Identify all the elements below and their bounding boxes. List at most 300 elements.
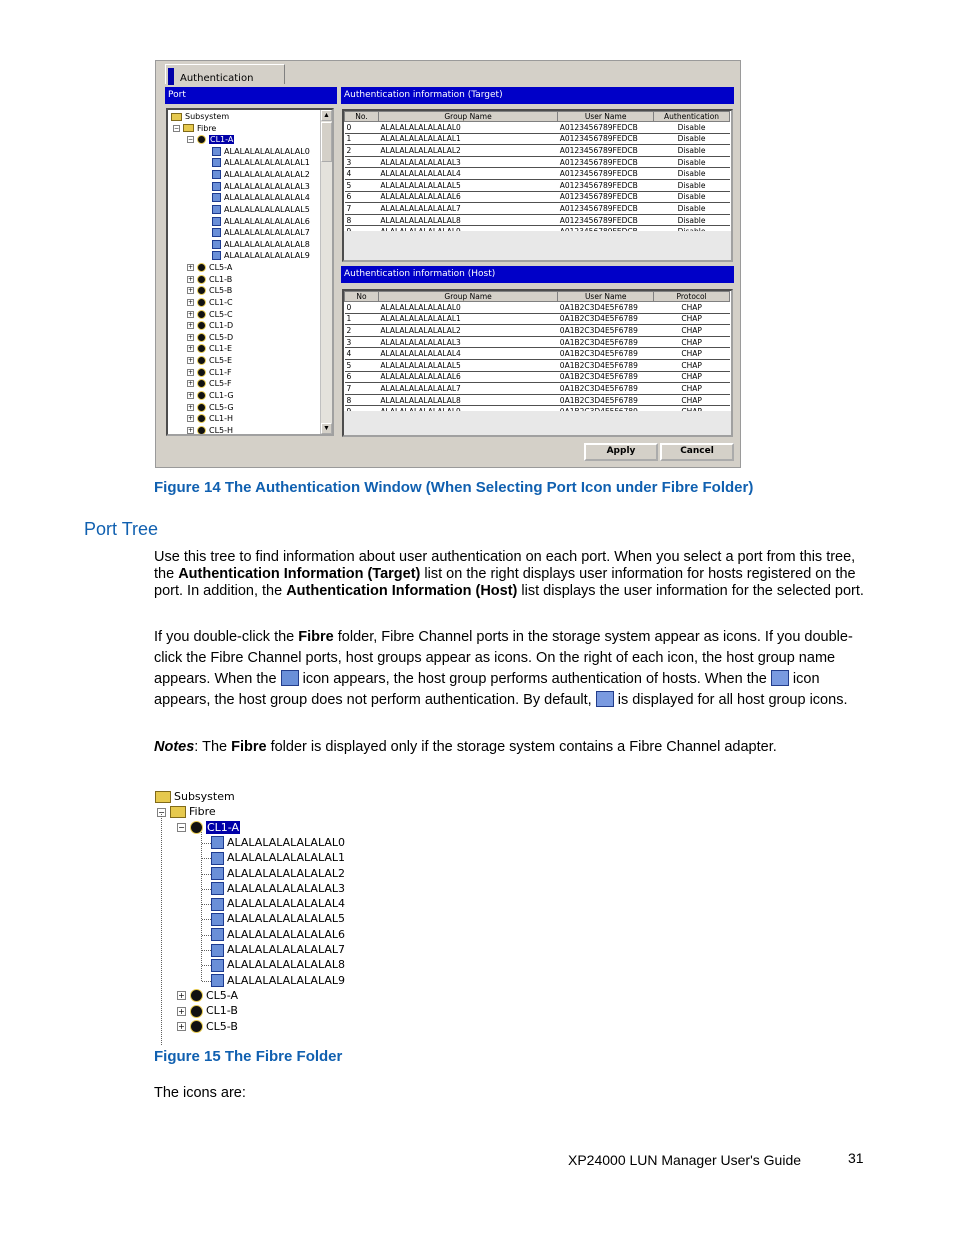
tree-connector-line bbox=[202, 935, 211, 936]
tree-node-label: ALALALALALALALAL8 bbox=[224, 239, 310, 249]
target-column-header[interactable]: Authentication bbox=[654, 112, 730, 122]
table-row[interactable] bbox=[345, 168, 730, 180]
tree-node-port[interactable] bbox=[187, 343, 232, 355]
scroll-thumb[interactable] bbox=[321, 122, 332, 162]
tree-node-label: CL1-F bbox=[209, 367, 232, 377]
host-cell: 0A1B2C3D4E5F6789 bbox=[558, 359, 654, 371]
tree-node-subsystem[interactable] bbox=[171, 111, 229, 123]
target-cell: 2 bbox=[345, 145, 379, 157]
target-cell: Disable bbox=[654, 133, 730, 145]
p2-text-2: folder, Fibre Channel ports in the storage system appear as icons. If you double-click the Fibre Channel ports, host groups appear as icons. On the right of each icon, the host group name appears. When the bbox=[154, 629, 853, 687]
host-column-header[interactable]: Group Name bbox=[378, 292, 557, 302]
tree-node-host-group[interactable] bbox=[211, 912, 345, 926]
table-row[interactable] bbox=[345, 156, 730, 168]
port-icon bbox=[197, 135, 206, 144]
tree-node-host-group[interactable] bbox=[211, 882, 345, 896]
tree-node-label: CL1-E bbox=[209, 344, 233, 354]
paragraph-3 bbox=[154, 739, 864, 756]
port-icon bbox=[197, 391, 206, 400]
host-group-icon bbox=[212, 193, 221, 202]
target-cell: ALALALALALALALAL7 bbox=[378, 203, 557, 215]
host-cell: ALALALALALALALAL7 bbox=[378, 383, 557, 395]
tree-node-label: ALALALALALALALAL4 bbox=[227, 897, 345, 911]
tree-connector-line bbox=[202, 965, 211, 966]
host-cell: CHAP bbox=[654, 336, 730, 348]
tree-node-port[interactable] bbox=[177, 821, 240, 835]
host-group-icon bbox=[212, 147, 221, 156]
tree-node-port[interactable] bbox=[187, 332, 233, 344]
expand-toggle-icon[interactable]: + bbox=[178, 1022, 185, 1031]
p3-text-1: : The bbox=[194, 739, 232, 755]
port-icon bbox=[197, 310, 206, 319]
tree-node-fibre[interactable] bbox=[157, 805, 216, 819]
target-cell: 6 bbox=[345, 191, 379, 203]
tree-node-port[interactable] bbox=[187, 134, 234, 146]
target-cell: 0 bbox=[345, 122, 379, 134]
host-cell: CHAP bbox=[654, 371, 730, 383]
tree-connector-line bbox=[202, 858, 211, 859]
host-group-icon bbox=[212, 240, 221, 249]
target-cell: Disable bbox=[654, 214, 730, 226]
folder-icon bbox=[155, 791, 171, 803]
tree-node-label: CL5-C bbox=[209, 309, 233, 319]
tree-node-port[interactable] bbox=[187, 285, 232, 297]
host-cell: ALALALALALALALAL4 bbox=[378, 348, 557, 360]
host-group-icon bbox=[212, 182, 221, 191]
tree-node-label: ALALALALALALALAL6 bbox=[224, 216, 310, 226]
tree-node-label: CL1-H bbox=[209, 414, 234, 424]
expand-toggle-icon[interactable]: + bbox=[188, 357, 194, 365]
host-group-icon bbox=[212, 217, 221, 226]
tree-connector-line bbox=[202, 874, 211, 875]
host-cell: 0A1B2C3D4E5F6789 bbox=[558, 394, 654, 406]
tree-node-port[interactable] bbox=[187, 367, 232, 379]
host-cell: CHAP bbox=[654, 313, 730, 325]
tree-node-label: CL5-F bbox=[209, 379, 232, 389]
authentication-window bbox=[155, 60, 741, 468]
host-cell: 0A1B2C3D4E5F6789 bbox=[558, 336, 654, 348]
tree-node-host-group[interactable] bbox=[211, 897, 345, 911]
tree-node-port[interactable] bbox=[187, 390, 234, 402]
target-cell: ALALALALALALALAL6 bbox=[378, 191, 557, 203]
table-row[interactable] bbox=[345, 313, 730, 325]
expand-toggle-icon[interactable]: + bbox=[188, 264, 194, 272]
p2-text-5: is displayed for all host group icons. bbox=[613, 692, 848, 708]
expand-toggle-icon[interactable]: + bbox=[188, 368, 194, 376]
table-row[interactable] bbox=[345, 122, 730, 134]
host-cell: 0A1B2C3D4E5F6789 bbox=[558, 325, 654, 337]
target-cell: ALALALALALALALAL4 bbox=[378, 168, 557, 180]
host-group-icon bbox=[211, 867, 224, 880]
target-cell: Disable bbox=[654, 145, 730, 157]
target-cell: ALALALALALALALAL3 bbox=[378, 156, 557, 168]
host-group-icon bbox=[771, 670, 789, 686]
expand-toggle-icon[interactable]: + bbox=[188, 415, 194, 423]
tree-connector-line bbox=[202, 919, 211, 920]
host-group-icon bbox=[211, 898, 224, 911]
table-row[interactable] bbox=[345, 394, 730, 406]
host-cell: 3 bbox=[345, 336, 379, 348]
host-group-icon bbox=[212, 170, 221, 179]
target-cell: Disable bbox=[654, 156, 730, 168]
tree-node-host-group[interactable] bbox=[211, 867, 345, 881]
section-title: Port Tree bbox=[84, 519, 159, 539]
target-cell: Disable bbox=[654, 191, 730, 203]
tree-node-host-group[interactable] bbox=[212, 146, 310, 158]
host-table-box bbox=[342, 289, 733, 437]
tab-title: Authentication bbox=[180, 73, 254, 84]
p3-text-2: folder is displayed only if the storage system contains a Fibre Channel adapter. bbox=[266, 739, 777, 755]
apply-button[interactable]: Apply bbox=[584, 443, 658, 461]
tree-node-port[interactable] bbox=[177, 1020, 238, 1034]
host-cell: CHAP bbox=[654, 394, 730, 406]
host-group-icon bbox=[211, 944, 224, 957]
p2-text-3: icon appears, the host group performs authentication of hosts. When the bbox=[298, 671, 771, 687]
table-row[interactable] bbox=[345, 336, 730, 348]
tree-node-label: CL5-G bbox=[209, 402, 234, 412]
port-icon bbox=[197, 333, 206, 342]
tree-node-label: ALALALALALALALAL9 bbox=[227, 973, 345, 987]
expand-toggle-icon[interactable]: + bbox=[188, 403, 194, 411]
footer-title: XP24000 LUN Manager User's Guide bbox=[568, 1152, 802, 1168]
tree-node-label: Subsystem bbox=[185, 112, 230, 121]
host-group-icon bbox=[211, 882, 224, 895]
tree-node-fibre[interactable] bbox=[173, 123, 216, 135]
tree-node-label: ALALALALALALALAL1 bbox=[227, 851, 345, 865]
target-column-header[interactable]: User Name bbox=[558, 112, 654, 122]
port-icon bbox=[197, 286, 206, 295]
expand-toggle-icon[interactable]: + bbox=[188, 275, 194, 283]
tree-node-port[interactable] bbox=[187, 297, 233, 309]
expand-toggle-icon[interactable]: + bbox=[188, 333, 194, 341]
paragraph-2 bbox=[154, 627, 864, 711]
p1-bold-2: Authentication Information (Host) bbox=[286, 583, 518, 599]
expand-toggle-icon[interactable]: − bbox=[188, 136, 194, 144]
tree-node-label: ALALALALALALALAL5 bbox=[224, 204, 310, 214]
tree-node-label: ALALALALALALALAL6 bbox=[227, 927, 345, 941]
table-row[interactable] bbox=[345, 383, 730, 395]
port-icon bbox=[190, 989, 203, 1002]
tree-node-port[interactable] bbox=[187, 378, 232, 390]
table-row[interactable] bbox=[345, 179, 730, 191]
expand-toggle-icon[interactable]: + bbox=[188, 298, 194, 306]
host-cell: ALALALALALALALAL2 bbox=[378, 325, 557, 337]
p1-bold-1: Authentication Information (Target) bbox=[178, 566, 421, 582]
host-cell: CHAP bbox=[654, 348, 730, 360]
host-cell: 0A1B2C3D4E5F6789 bbox=[558, 313, 654, 325]
expand-toggle-icon[interactable]: + bbox=[178, 1006, 185, 1016]
port-icon bbox=[197, 344, 206, 353]
target-cell: 5 bbox=[345, 179, 379, 191]
tree-node-port[interactable] bbox=[187, 262, 232, 274]
tree-node-label: CL5-B bbox=[209, 286, 233, 296]
tree-connector-line bbox=[202, 889, 211, 890]
tree-node-label: CL5-A bbox=[209, 263, 233, 273]
figure-14-caption: Figure 14 The Authentication Window (When Selecting Port Icon under Fibre Folder) bbox=[154, 479, 754, 496]
table-row[interactable] bbox=[345, 371, 730, 383]
table-row[interactable] bbox=[345, 203, 730, 215]
expand-toggle-icon[interactable]: + bbox=[178, 991, 185, 1001]
tree-node-host-group[interactable] bbox=[212, 181, 310, 193]
tree-node-port[interactable] bbox=[187, 320, 233, 332]
table-row[interactable] bbox=[345, 302, 730, 314]
table-row[interactable] bbox=[345, 133, 730, 145]
host-cell: ALALALALALALALAL0 bbox=[378, 302, 557, 314]
host-group-icon bbox=[211, 836, 224, 849]
host-cell: 1 bbox=[345, 313, 379, 325]
host-cell: CHAP bbox=[654, 302, 730, 314]
table-row[interactable] bbox=[345, 348, 730, 360]
tree-node-label: ALALALALALALALAL5 bbox=[227, 912, 345, 926]
expand-toggle-icon[interactable]: + bbox=[188, 345, 194, 353]
target-cell: Disable bbox=[654, 122, 730, 134]
host-group-icon bbox=[211, 959, 224, 972]
tree-node-label: ALALALALALALALAL7 bbox=[224, 228, 310, 238]
table-row[interactable] bbox=[345, 325, 730, 337]
port-panel-header: Port bbox=[165, 87, 337, 104]
host-cell: 2 bbox=[345, 325, 379, 337]
tree-connector-line bbox=[202, 950, 211, 951]
tree-node-label: ALALALALALALALAL0 bbox=[227, 835, 345, 849]
folder-icon bbox=[170, 806, 186, 818]
p2-bold-1: Fibre bbox=[298, 629, 334, 645]
target-cell: 8 bbox=[345, 214, 379, 226]
host-cell: 0A1B2C3D4E5F6789 bbox=[558, 371, 654, 383]
page-number: 31 bbox=[848, 1150, 864, 1166]
target-cell: ALALALALALALALAL1 bbox=[378, 133, 557, 145]
tree-node-host-group[interactable] bbox=[212, 204, 310, 216]
port-icon bbox=[197, 403, 206, 412]
host-cell: 0A1B2C3D4E5F6789 bbox=[558, 348, 654, 360]
folder-icon bbox=[171, 113, 182, 121]
scroll-down-icon[interactable]: ▼ bbox=[321, 423, 332, 434]
port-icon bbox=[197, 426, 206, 435]
authentication-tab[interactable] bbox=[165, 64, 285, 84]
host-cell: ALALALALALALALAL3 bbox=[378, 336, 557, 348]
target-cell: ALALALALALALALAL0 bbox=[378, 122, 557, 134]
target-cell: A0123456789FEDCB bbox=[558, 203, 654, 215]
port-tree bbox=[166, 108, 334, 436]
target-cell: 7 bbox=[345, 203, 379, 215]
cancel-button[interactable]: Cancel bbox=[660, 443, 734, 461]
port-icon bbox=[197, 263, 206, 272]
tree-connector-line bbox=[161, 812, 162, 1045]
tree-node-label: CL5-A bbox=[206, 988, 239, 1002]
target-cell: A0123456789FEDCB bbox=[558, 145, 654, 157]
tree-node-label: ALALALALALALALAL2 bbox=[227, 866, 345, 880]
p1-text-1: Use this tree to find information about user authentication on each port. When you select a port from this tree, the bbox=[154, 549, 856, 582]
tree-node-host-group[interactable] bbox=[212, 250, 310, 262]
p2-text-4: icon appears, the host group does not perform authentication. By default, bbox=[154, 671, 820, 708]
target-cell: A0123456789FEDCB bbox=[558, 168, 654, 180]
target-cell: A0123456789FEDCB bbox=[558, 156, 654, 168]
vertical-scrollbar[interactable] bbox=[320, 110, 332, 434]
tree-connector-line bbox=[202, 981, 211, 982]
expand-toggle-icon[interactable]: + bbox=[188, 287, 194, 295]
tree-node-label: Fibre bbox=[197, 123, 217, 133]
expand-toggle-icon[interactable]: + bbox=[188, 391, 194, 399]
tree-node-host-group[interactable] bbox=[211, 836, 345, 850]
notes-label: Notes bbox=[154, 739, 195, 755]
host-group-icon bbox=[211, 913, 224, 926]
host-cell: 8 bbox=[345, 394, 379, 406]
tree-node-label: ALALALALALALALAL7 bbox=[227, 943, 345, 956]
tree-node-host-group[interactable] bbox=[211, 851, 345, 865]
host-group-icon bbox=[212, 205, 221, 214]
tree-node-subsystem[interactable] bbox=[155, 790, 235, 804]
host-group-icon bbox=[596, 691, 614, 707]
tree-node-label: ALALALALALALALAL3 bbox=[224, 181, 310, 191]
tree-node-host-group[interactable] bbox=[211, 974, 345, 988]
tree-node-host-group[interactable] bbox=[212, 192, 310, 204]
tree-connector-line bbox=[202, 904, 211, 905]
host-column-header[interactable]: Protocol bbox=[654, 292, 730, 302]
host-cell: ALALALALALALALAL6 bbox=[378, 371, 557, 383]
target-table-box bbox=[342, 109, 733, 262]
port-icon bbox=[197, 368, 206, 377]
target-cell: A0123456789FEDCB bbox=[558, 191, 654, 203]
port-icon bbox=[190, 1005, 203, 1018]
tree-node-port[interactable] bbox=[187, 309, 233, 321]
port-icon bbox=[197, 275, 206, 284]
target-cell: ALALALALALALALAL5 bbox=[378, 179, 557, 191]
target-cell: 4 bbox=[345, 168, 379, 180]
target-cell: A0123456789FEDCB bbox=[558, 179, 654, 191]
target-column-header[interactable]: No. bbox=[345, 112, 379, 122]
host-group-icon bbox=[211, 852, 224, 865]
table-row[interactable] bbox=[345, 145, 730, 157]
auth-host-group-icon bbox=[281, 670, 299, 686]
tree-node-host-group[interactable] bbox=[212, 157, 310, 169]
expand-toggle-icon[interactable]: + bbox=[188, 380, 194, 388]
target-cell: ALALALALALALALAL2 bbox=[378, 145, 557, 157]
table-empty-area bbox=[344, 411, 731, 435]
tree-node-port[interactable] bbox=[187, 425, 233, 436]
tree-node-host-group[interactable] bbox=[211, 928, 345, 942]
tree-node-label: CL5-H bbox=[209, 425, 234, 435]
tree-node-host-group[interactable] bbox=[211, 958, 345, 972]
tree-node-label: ALALALALALALALAL8 bbox=[227, 958, 345, 972]
tree-node-host-group[interactable] bbox=[212, 239, 310, 251]
expand-toggle-icon[interactable]: − bbox=[178, 823, 185, 833]
host-cell: CHAP bbox=[654, 359, 730, 371]
host-group-icon bbox=[211, 974, 224, 987]
tree-node-label: Subsystem bbox=[174, 790, 235, 803]
target-cell: 3 bbox=[345, 156, 379, 168]
host-cell: 7 bbox=[345, 383, 379, 395]
paragraph-1 bbox=[154, 549, 864, 600]
expand-toggle-icon[interactable]: + bbox=[188, 310, 194, 318]
tree-node-label: ALALALALALALALAL3 bbox=[227, 881, 345, 895]
icons-intro: The icons are: bbox=[154, 1085, 246, 1101]
tree-node-port[interactable] bbox=[187, 413, 233, 425]
host-group-icon bbox=[211, 928, 224, 941]
expand-toggle-icon[interactable]: + bbox=[188, 426, 194, 434]
host-cell: 5 bbox=[345, 359, 379, 371]
tree-node-label: ALALALALALALALAL1 bbox=[224, 158, 310, 168]
figure-15-caption: Figure 15 The Fibre Folder bbox=[154, 1048, 343, 1065]
tree-node-host-group[interactable] bbox=[211, 943, 345, 957]
p2-text-1: If you double-click the bbox=[154, 629, 299, 645]
tree-node-label: CL1-B bbox=[206, 1004, 238, 1018]
tree-node-host-group[interactable] bbox=[212, 216, 310, 228]
p1-text-3: list displays the user information for the selected port. bbox=[517, 583, 864, 599]
tree-node-host-group[interactable] bbox=[212, 227, 310, 239]
port-icon bbox=[197, 356, 206, 365]
expand-toggle-icon[interactable]: + bbox=[188, 322, 194, 330]
port-icon bbox=[197, 414, 206, 423]
host-cell: 0 bbox=[345, 302, 379, 314]
target-cell: A0123456789FEDCB bbox=[558, 122, 654, 134]
tree-connector-line bbox=[202, 843, 211, 844]
target-cell: Disable bbox=[654, 168, 730, 180]
host-cell: ALALALALALALALAL8 bbox=[378, 394, 557, 406]
tree-node-label: ALALALALALALALAL0 bbox=[224, 146, 310, 156]
tree-node-label: CL1-A bbox=[207, 820, 240, 834]
host-cell: 0A1B2C3D4E5F6789 bbox=[558, 302, 654, 314]
host-cell: 0A1B2C3D4E5F6789 bbox=[558, 383, 654, 395]
tree-node-label: CL1-B bbox=[209, 274, 233, 284]
tree-node-label: CL5-E bbox=[209, 356, 233, 366]
tree-node-port[interactable] bbox=[187, 274, 232, 286]
target-cell: Disable bbox=[654, 179, 730, 191]
table-row[interactable] bbox=[345, 214, 730, 226]
host-cell: 4 bbox=[345, 348, 379, 360]
host-cell: 6 bbox=[345, 371, 379, 383]
target-column-header[interactable]: Group Name bbox=[378, 112, 557, 122]
tree-node-label: ALALALALALALALAL2 bbox=[224, 170, 310, 180]
tree-node-label: ALALALALALALALAL4 bbox=[224, 193, 310, 203]
host-table bbox=[344, 291, 730, 418]
target-cell: A0123456789FEDCB bbox=[558, 133, 654, 145]
table-row[interactable] bbox=[345, 359, 730, 371]
target-cell: 1 bbox=[345, 133, 379, 145]
tree-node-host-group[interactable] bbox=[212, 169, 310, 181]
host-cell: ALALALALALALALAL5 bbox=[378, 359, 557, 371]
host-column-header[interactable]: No bbox=[345, 292, 379, 302]
target-panel-header: Authentication information (Target) bbox=[341, 87, 734, 104]
tree-node-port[interactable] bbox=[187, 355, 232, 367]
port-icon bbox=[190, 1020, 203, 1033]
scroll-up-icon[interactable]: ▲ bbox=[321, 110, 332, 121]
port-icon bbox=[197, 298, 206, 307]
tree-node-label: ALALALALALALALAL9 bbox=[224, 251, 310, 261]
port-icon bbox=[197, 321, 206, 330]
tree-node-label: CL5-D bbox=[209, 332, 234, 342]
tree-node-port[interactable] bbox=[187, 402, 234, 414]
target-table bbox=[344, 111, 730, 238]
host-group-icon bbox=[212, 158, 221, 167]
host-cell: CHAP bbox=[654, 383, 730, 395]
fibre-folder-tree bbox=[155, 790, 395, 1040]
folder-icon bbox=[183, 124, 194, 132]
tab-accent bbox=[168, 68, 174, 85]
host-column-header[interactable]: User Name bbox=[558, 292, 654, 302]
expand-toggle-icon[interactable]: − bbox=[158, 807, 165, 817]
target-cell: A0123456789FEDCB bbox=[558, 214, 654, 226]
expand-toggle-icon[interactable]: − bbox=[174, 124, 180, 132]
host-cell: ALALALALALALALAL1 bbox=[378, 313, 557, 325]
tree-node-label: CL1-D bbox=[209, 321, 234, 331]
host-group-icon bbox=[212, 228, 221, 237]
tree-node-port[interactable] bbox=[177, 989, 238, 1003]
tree-connector-line bbox=[201, 832, 202, 981]
tree-node-label: Fibre bbox=[189, 805, 216, 819]
tree-node-label: CL5-B bbox=[206, 1019, 238, 1033]
p1-text-2: list on the right displays user information for hosts registered on the port. In addition, the bbox=[154, 566, 856, 599]
table-row[interactable] bbox=[345, 191, 730, 203]
tree-node-port[interactable] bbox=[177, 1004, 238, 1018]
